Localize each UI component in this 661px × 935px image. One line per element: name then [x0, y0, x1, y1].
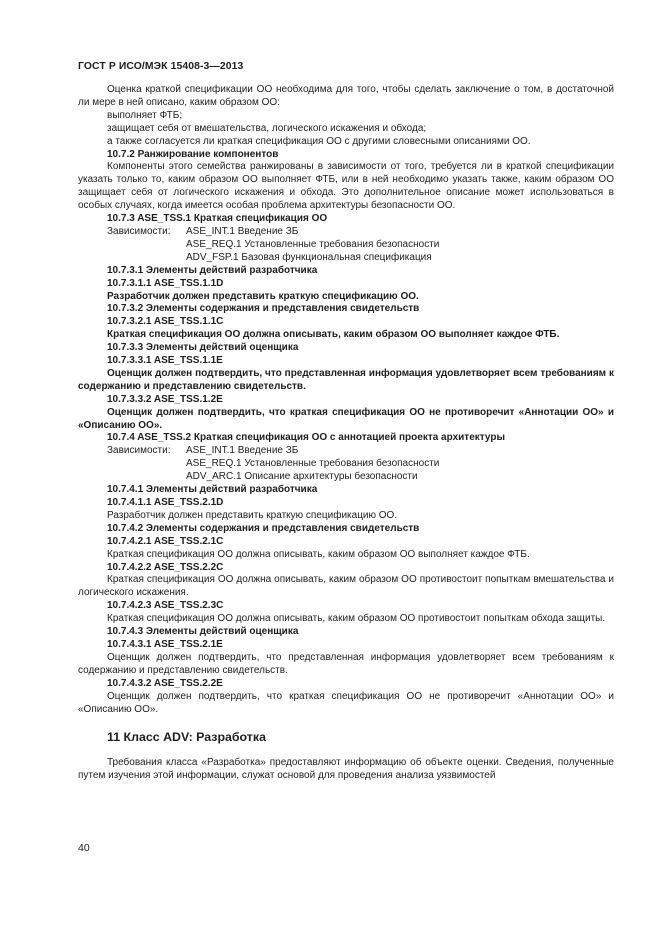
dependency-item: ASE_INT.1 Введение ЗБ	[186, 445, 299, 457]
dependencies-block	[78, 226, 614, 265]
clause-heading: 10.7.3 ASE_TSS.1 Краткая спецификация ОО	[107, 213, 328, 225]
paragraph: а также согласуется ли краткая спецификация ОО с другими словесными описаниями ОО.	[107, 135, 531, 147]
clause-heading: 10.7.4.2 Элементы содержания и представления свидетельств	[107, 522, 420, 534]
clause-heading: 10.7.3.1.1 ASE_TSS.1.1D	[107, 277, 224, 289]
clause-heading: 10.7.3.1 Элементы действий разработчика	[107, 264, 318, 276]
paragraph: защищает себя от вмешательства, логического искажения и обхода;	[107, 122, 427, 134]
bold-requirement: Оценщик должен подтвердить, что представленная информация удовлетворяет всем требованиям к содержанию и представлению свидетельств.	[78, 367, 614, 392]
paragraph: Оценщик должен подтвердить, что представленная информация удовлетворяет всем требованиям к содержанию и представлению свидетельств.	[78, 651, 614, 676]
clause-heading: 10.7.4 ASE_TSS.2 Краткая спецификация ОО с аннотацией проекта архитектуры	[107, 432, 505, 444]
dependency-item: ASE_REQ.1 Установленные требования безопасности	[186, 238, 440, 250]
clause-heading: 10.7.2 Ранжирование компонентов	[107, 148, 279, 160]
paragraph: Краткая спецификация ОО должна описывать, каким образом ОО выполняет каждое ФТБ.	[107, 548, 530, 560]
paragraph: Компоненты этого семейства ранжированы в зависимости от того, требуется ли в краткой спецификации указать только то, каким образом ОО выполняет ФТБ, или в ней необходимо указать также, каким образом ОО защищает себя от логического искажения и обхода. Это дополнительное описание может использоваться в особых случаях, когда имеется особая проблема архитектуры безопасности ОО.	[78, 161, 614, 212]
paragraph: Оценщик должен подтвердить, что краткая спецификация ОО не противоречит «Аннотации ОО» и «Описанию ОО».	[78, 690, 614, 715]
dependencies-list	[186, 445, 614, 484]
dependencies-label: Зависимости:	[107, 445, 171, 457]
dependency-item: ASE_INT.1 Введение ЗБ	[186, 225, 299, 237]
dependencies-list	[186, 226, 614, 265]
dependency-item: ADV_ARC.1 Описание архитектуры безопасности	[186, 471, 418, 483]
clause-heading: 10.7.3.3.1 ASE_TSS.1.1E	[107, 355, 223, 367]
dependency-item: ADV_FSP.1 Базовая функциональная спецификация	[186, 251, 432, 263]
clause-heading: 10.7.4.1 Элементы действий разработчика	[107, 484, 318, 496]
dependency-item: ASE_REQ.1 Установленные требования безопасности	[186, 458, 440, 470]
running-header: ГОСТ Р ИСО/МЭК 15408-3—2013	[78, 61, 244, 72]
dependencies-label: Зависимости:	[107, 225, 171, 237]
paragraph: выполняет ФТБ;	[107, 109, 183, 121]
clause-heading: 10.7.3.2 Элементы содержания и представления свидетельств	[107, 303, 420, 315]
paragraph: Оценка краткой спецификации ОО необходима для того, чтобы сделать заключение о том, в достаточной ли мере в ней описано, каким образом ОО:	[78, 84, 614, 108]
paragraph: Разработчик должен представить краткую спецификацию ОО.	[107, 509, 398, 521]
clause-heading: 10.7.4.3.2 ASE_TSS.2.2E	[107, 677, 223, 689]
paragraph: Краткая спецификация ОО должна описывать, каким образом ОО противостоит попыткам вмешательства и логического искажения.	[78, 574, 614, 599]
clause-heading: 10.7.4.3.1 ASE_TSS.2.1E	[107, 638, 223, 650]
page-number: 40	[78, 842, 90, 854]
clause-heading: 10.7.4.1.1 ASE_TSS.2.1D	[107, 497, 224, 508]
dependencies-block	[78, 445, 614, 484]
bold-requirement: Разработчик должен представить краткую спецификацию ОО.	[107, 290, 419, 302]
clause-heading: 10.7.3.2.1 ASE_TSS.1.1C	[107, 316, 224, 328]
bold-requirement: Краткая спецификация ОО должна описывать, каким образом ОО выполняет каждое ФТБ.	[107, 329, 560, 341]
section-heading: 11 Класс ADV: Разработка	[107, 730, 266, 745]
clause-heading: 10.7.4.3 Элементы действий оценщика	[107, 626, 299, 638]
clause-heading: 10.7.4.2.3 ASE_TSS.2.3C	[107, 600, 224, 612]
clause-heading: 10.7.3.3.2 ASE_TSS.1.2E	[107, 393, 223, 405]
bold-requirement: Оценщик должен подтвердить, что краткая спецификация ОО не противоречит «Аннотации ОО» и «Описанию ОО».	[78, 406, 614, 431]
paragraph: Требования класса «Разработка» предоставляют информацию об объекте оценки. Сведения, полученные путем изучения этой информации, служат основой для проведения анализа уязвимостей	[78, 757, 614, 782]
clause-heading: 10.7.4.2.2 ASE_TSS.2.2C	[107, 561, 224, 573]
clause-heading: 10.7.3.3 Элементы действий оценщика	[107, 342, 299, 354]
page-content	[78, 84, 614, 783]
clause-heading: 10.7.4.2.1 ASE_TSS.2.1C	[107, 535, 224, 547]
paragraph: Краткая спецификация ОО должна описывать, каким образом ОО противостоит попыткам обхода защиты.	[107, 613, 606, 625]
